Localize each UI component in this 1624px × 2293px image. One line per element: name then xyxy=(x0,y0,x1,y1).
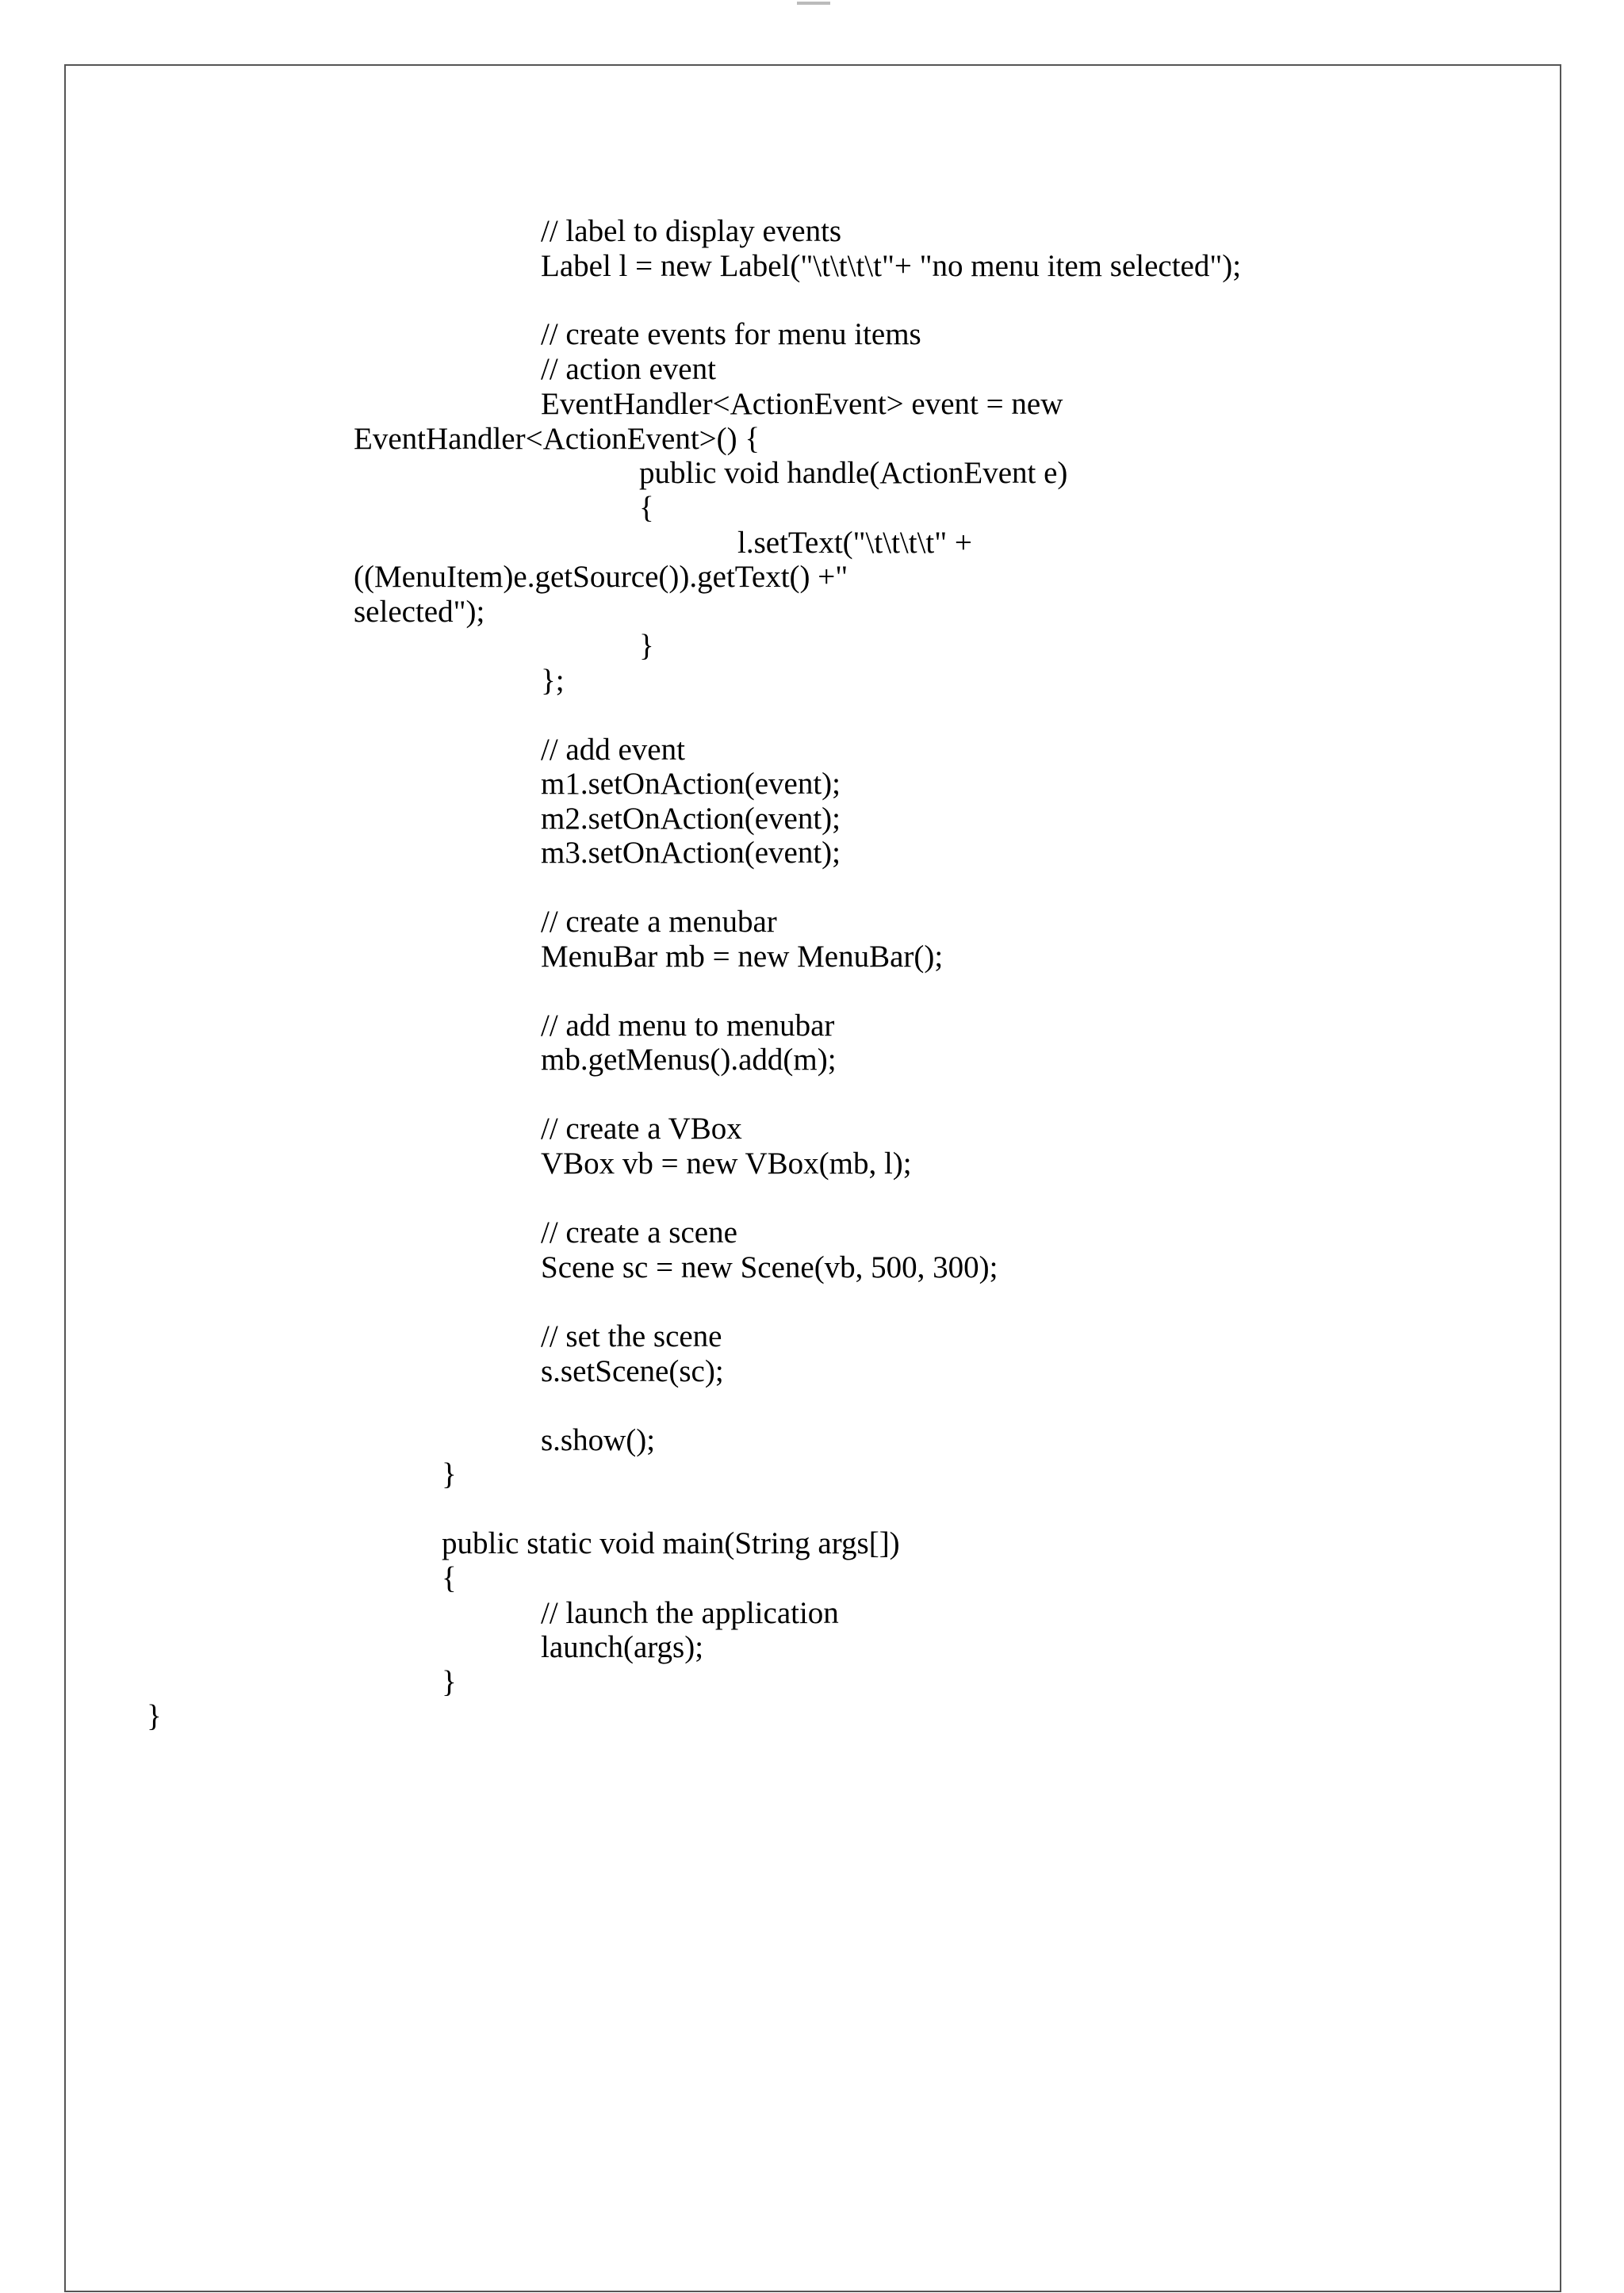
code-line: } xyxy=(639,629,654,663)
code-line: // set the scene xyxy=(541,1319,722,1353)
code-line: // create a menubar xyxy=(541,905,777,939)
code-line: // create events for menu items xyxy=(541,317,921,351)
code-line: l.setText("\t\t\t\t" + xyxy=(737,526,972,560)
code-line: selected"); xyxy=(354,595,485,629)
code-line: m3.setOnAction(event); xyxy=(541,836,841,870)
code-line: mb.getMenus().add(m); xyxy=(541,1043,837,1077)
header-mark xyxy=(797,2,830,5)
code-line: launch(args); xyxy=(541,1630,704,1664)
code-line: { xyxy=(639,491,654,525)
code-line: m2.setOnAction(event); xyxy=(541,802,841,836)
code-line: // add event xyxy=(541,733,685,767)
code-line: } xyxy=(442,1457,457,1491)
code-line: public void handle(ActionEvent e) xyxy=(639,456,1068,490)
code-line: s.show(); xyxy=(541,1423,656,1457)
code-line: Label l = new Label("\t\t\t\t"+ "no menu item selected"); xyxy=(541,249,1242,283)
code-line: EventHandler<ActionEvent>() { xyxy=(354,422,760,456)
code-line: EventHandler<ActionEvent> event = new xyxy=(541,387,1063,421)
code-line: MenuBar mb = new MenuBar(); xyxy=(541,940,944,974)
code-line: // launch the application xyxy=(541,1596,839,1630)
code-line: VBox vb = new VBox(mb, l); xyxy=(541,1146,912,1181)
code-line: s.setScene(sc); xyxy=(541,1354,724,1388)
code-line: } xyxy=(442,1665,457,1699)
code-line: // create a scene xyxy=(541,1215,737,1250)
code-line: m1.setOnAction(event); xyxy=(541,767,841,801)
code-line: public static void main(String args[]) xyxy=(442,1526,900,1560)
code-line: { xyxy=(442,1561,457,1595)
code-line: Scene sc = new Scene(vb, 500, 300); xyxy=(541,1250,998,1284)
code-line: ((MenuItem)e.getSource()).getText() +" xyxy=(354,560,848,594)
code-line: // add menu to menubar xyxy=(541,1009,835,1043)
code-line: // label to display events xyxy=(541,214,842,248)
code-line: }; xyxy=(541,664,565,698)
code-line: // create a VBox xyxy=(541,1112,742,1146)
code-line: // action event xyxy=(541,352,716,386)
code-line: } xyxy=(147,1699,162,1733)
